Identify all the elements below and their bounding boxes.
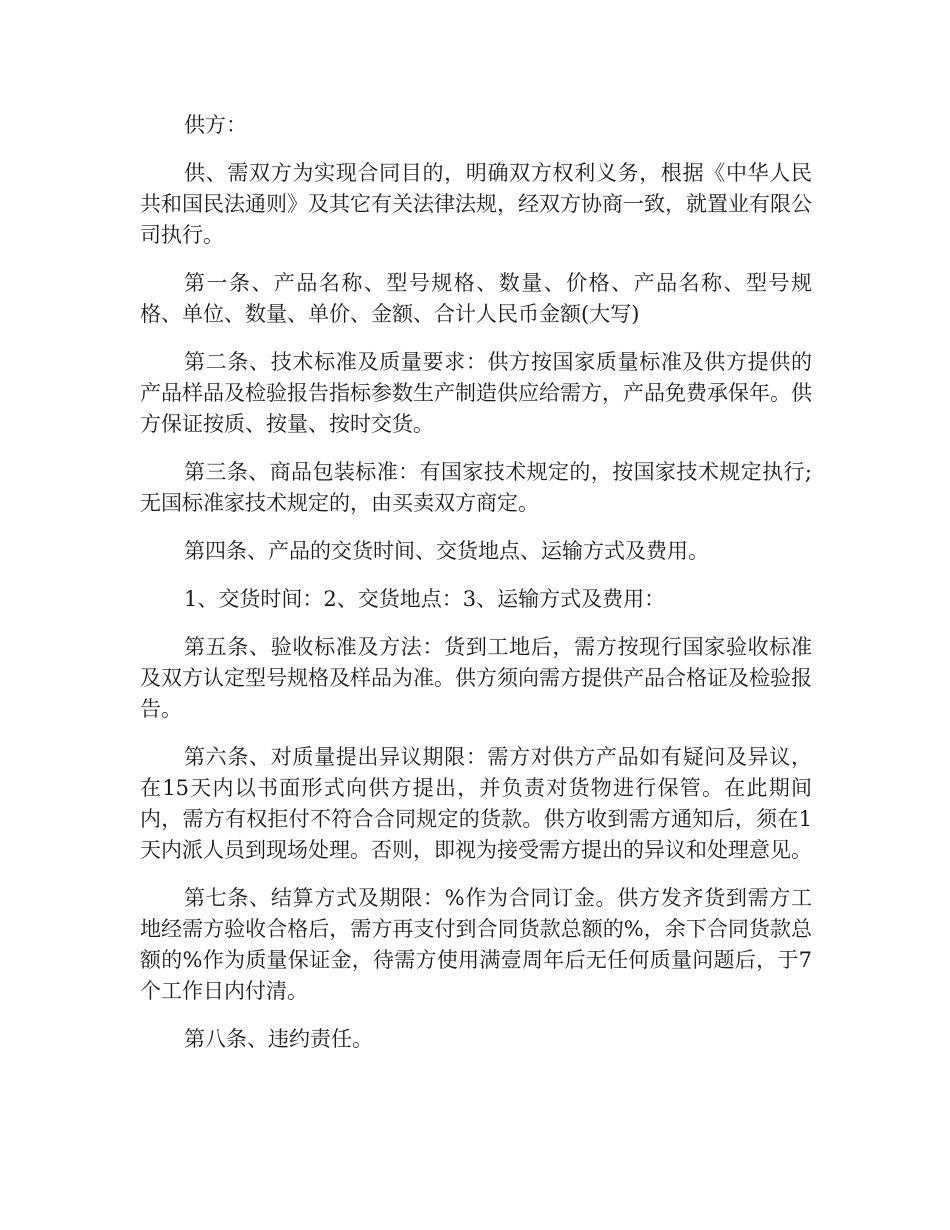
paragraph-article-1: 第一条、产品名称、型号规格、数量、价格、产品名称、型号规格、单位、数量、单价、金额、合计人民币金额(大写) [140,271,812,326]
paragraph-supplier: 供方： [184,113,247,137]
paragraph-article-5: 第五条、验收标准及方法：货到工地后，需方按现行国家验收标准及双方认定型号规格及样品为准。供方须向需方提供产品合格证及检验报告。 [140,635,812,721]
paragraph-delivery-items: 1、交货时间：2、交货地点：3、运输方式及费用： [184,587,666,611]
paragraph-article-7: 第七条、结算方式及期限：%作为合同订金。供方发齐货到需方工地经需方验收合格后，需方再支付到合同货款总额的%，余下合同货款总额的%作为质量保证金，待需方使用满壹周年后无任何质量问题后，于7个工作日内付清。 [140,886,812,1003]
paragraph-article-4: 第四条、产品的交货时间、交货地点、运输方式及费用。 [184,539,709,563]
contract-body [140,110,812,1072]
paragraph-article-8: 第八条、违约责任。 [184,1027,373,1051]
paragraph-article-6: 第六条、对质量提出异议期限：需方对供方产品如有疑问及异议，在15天内以书面形式向供方提出，并负责对货物进行保管。在此期间内，需方有权拒付不符合合同规定的货款。供方收到需方通知后，须在1天内派人员到现场处理。否则，即视为接受需方提出的异议和处理意见。 [140,745,812,862]
paragraph-article-3: 第三条、商品包装标准：有国家技术规定的，按国家技术规定执行;无国标准家技术规定的，由买卖双方商定。 [140,460,812,515]
paragraph-article-2: 第二条、技术标准及质量要求：供方按国家质量标准及供方提供的产品样品及检验报告指标参数生产制造供应给需方，产品免费承保年。供方保证按质、按量、按时交货。 [140,350,812,436]
paragraph-preamble: 供、需双方为实现合同目的，明确双方权利义务，根据《中华人民共和国民法通则》及其它有关法律法规，经双方协商一致，就置业有限公司执行。 [140,161,812,247]
